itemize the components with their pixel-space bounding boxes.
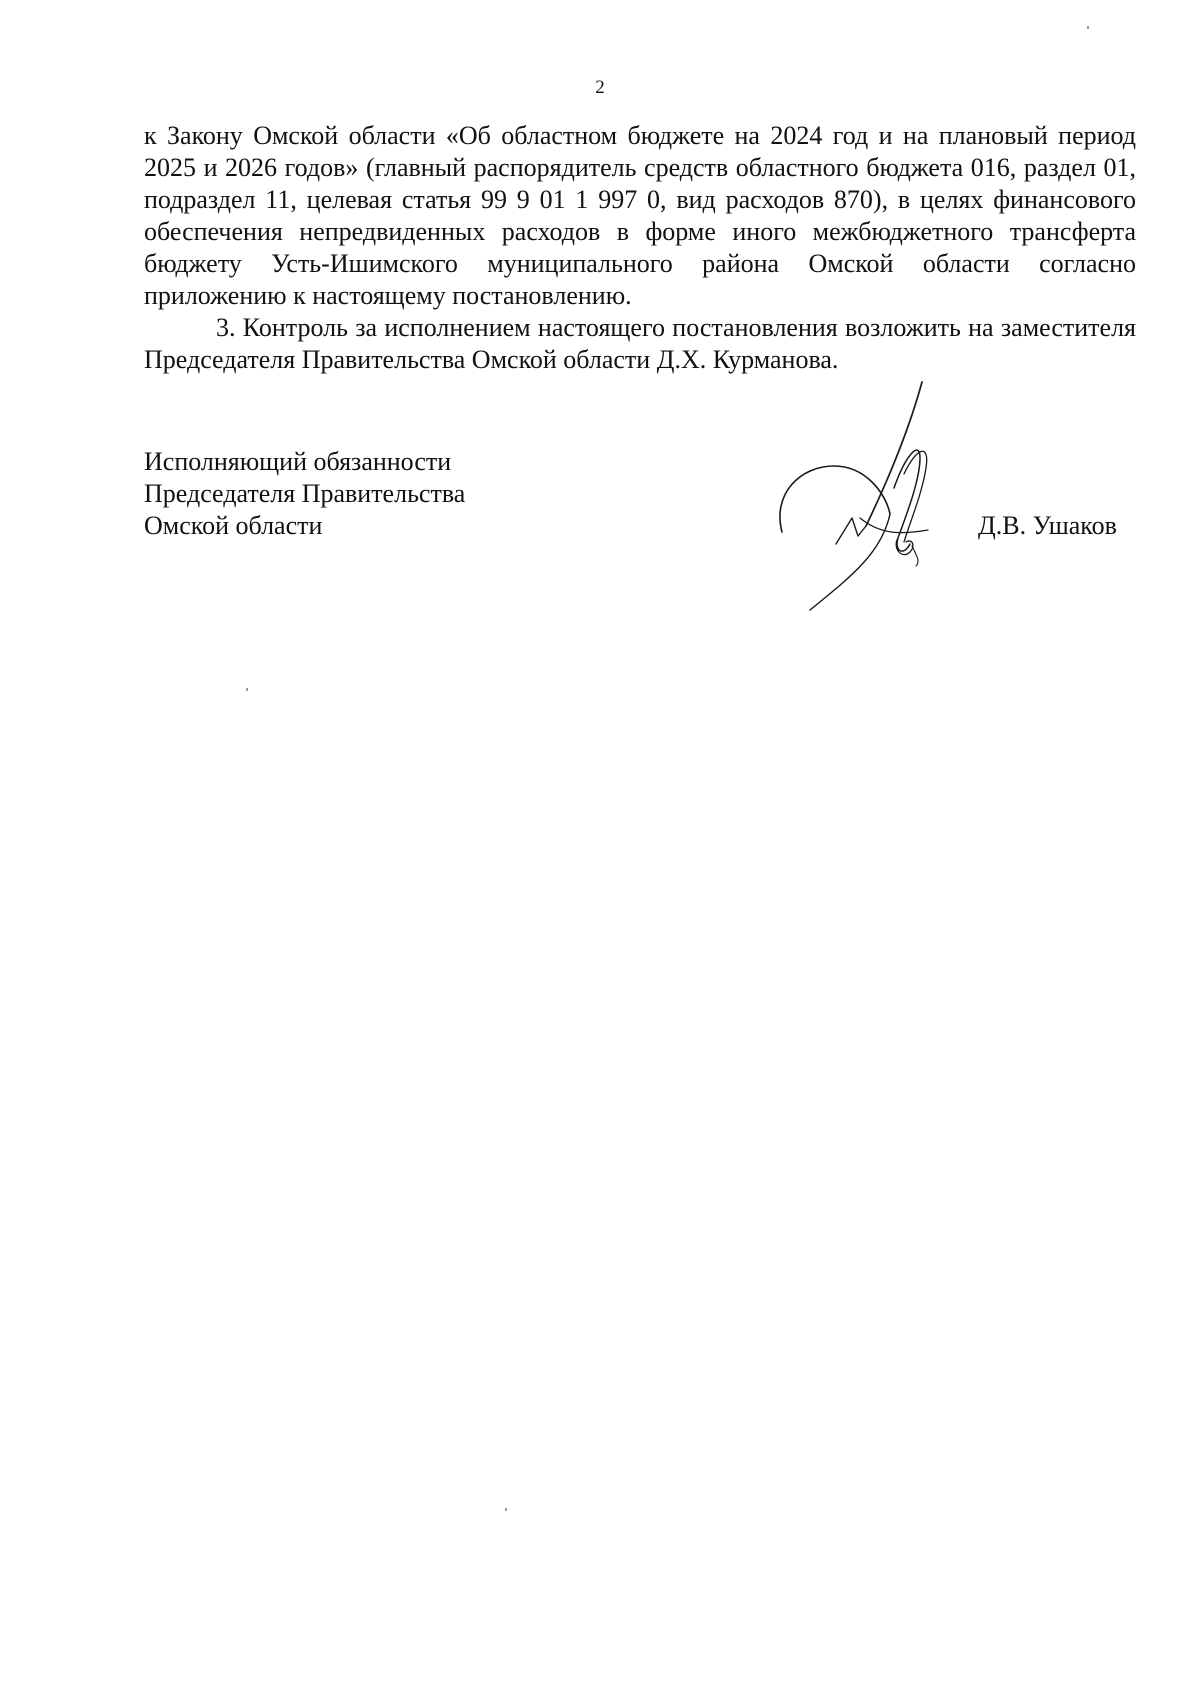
paragraph-3: 3. Контроль за исполнением настоящего постановления возложить на заместителя Председателя Правительства Омской области Д.Х. Курманова. [144, 313, 1136, 374]
scan-speck [505, 1508, 507, 1511]
handwritten-signature-icon [770, 376, 970, 616]
signer-name: Д.В. Ушаков [978, 511, 1117, 540]
signer-title-line-2: Председателя Правительства [144, 479, 466, 508]
scan-speck [1087, 26, 1089, 29]
signer-title-line-1: Исполняющий обязанности [144, 447, 452, 476]
signer-position [144, 446, 465, 542]
paragraph-continued: к Закону Омской области «Об областном бюджете на 2024 год и на плановый период 2025 и 2026 годов» (главный распорядитель средств областного бюджета 016, раздел 01, подраздел 11, целевая статья 99 9 01 1 997 0, вид расходов 870), в целях финансового обеспечения непредвиденных расходов в форме иного межбюджетного трансферта бюджету Усть-Ишимского муниципального района Омской области согласно приложению к настоящему постановлению. [144, 121, 1136, 310]
document-body [144, 120, 1136, 376]
page-number: 2 [595, 77, 605, 98]
scan-speck [246, 688, 248, 691]
signer-title-line-3: Омской области [144, 511, 323, 540]
